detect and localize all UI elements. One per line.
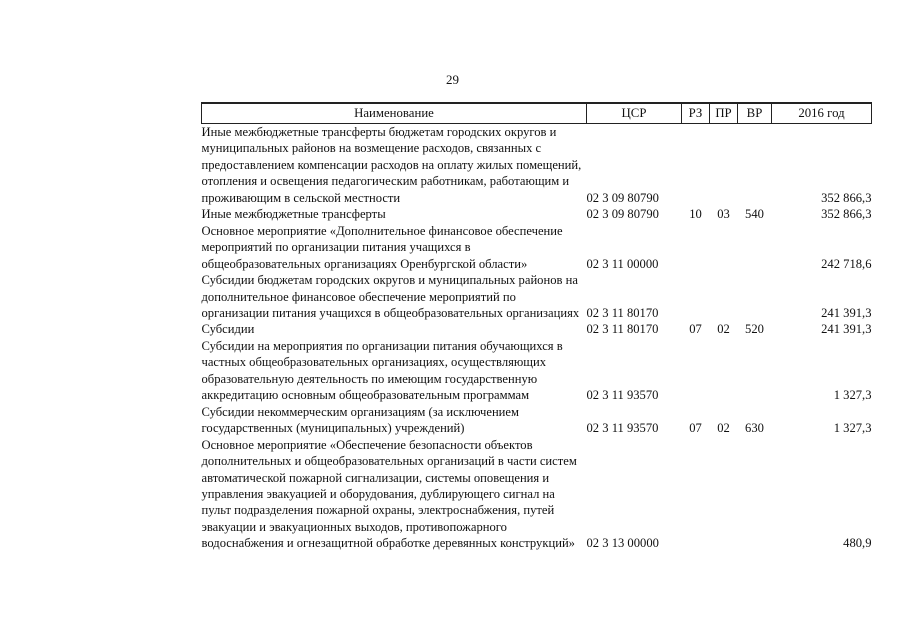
row-amount: 352 866,3 (821, 190, 872, 205)
row-amount: 1 327,3 (833, 421, 872, 436)
row-amount: 1 327,3 (833, 388, 872, 403)
row-name: Основное мероприятие «Обеспечение безопасности объектов дополнительных и общеобразовательных организаций в части систем автоматической пожарной сигнализации, системы оповещения и управления эвакуацией и оборудования, дублирующего сигнал на пульт подразделения пожарной охраны, электроснабжения, путей эвакуации и эвакуационных выходов, противопожарного водоснабжения и огнезащитной обработке деревянных конструкций» (201, 437, 577, 551)
row-csr: 02 3 11 93570 (586, 421, 659, 436)
row-vr (738, 272, 772, 321)
row-amount: 241 391,3 (821, 322, 872, 337)
table-row (202, 321, 872, 337)
table-row (202, 338, 872, 404)
row-csr: 02 3 09 80790 (586, 207, 659, 222)
row-vr (738, 223, 772, 272)
row-pr (710, 437, 738, 552)
row-csr: 02 3 11 80170 (586, 305, 659, 320)
row-name: Субсидии (201, 322, 255, 337)
row-vr: 520 (745, 322, 764, 337)
row-amount: 242 718,6 (821, 256, 872, 271)
row-pr: 02 (717, 322, 730, 337)
row-vr: 630 (745, 421, 764, 436)
row-name: Субсидии некоммерческим организациям (за исключением государственных (муниципальных) учреждений) (201, 404, 519, 436)
header-csr: ЦСР (587, 103, 682, 124)
row-vr: 540 (745, 207, 764, 222)
header-year: 2016 год (772, 103, 872, 124)
table-row (202, 206, 872, 222)
row-pr: 03 (717, 207, 730, 222)
table-row (202, 223, 872, 272)
row-amount: 480,9 (843, 536, 872, 551)
row-csr: 02 3 11 93570 (586, 388, 659, 403)
page-number: 29 (446, 72, 459, 87)
row-vr (738, 124, 772, 207)
header-pr: ПР (710, 103, 738, 124)
row-rz: 07 (689, 322, 702, 337)
row-rz (682, 437, 710, 552)
header-name: Наименование (202, 103, 587, 124)
row-rz: 07 (689, 421, 702, 436)
row-pr (710, 272, 738, 321)
header-vr: ВР (738, 103, 772, 124)
row-vr (738, 437, 772, 552)
table-row (202, 437, 872, 552)
row-name: Иные межбюджетные трансферты бюджетам городских округов и муниципальных районов на возмещение расходов, связанных с предоставлением компенсации расходов на оплату жилых помещений, отопления и освещения педагогическим работникам, работающим и проживающим в сельской местности (201, 125, 582, 205)
row-csr: 02 3 13 00000 (586, 536, 659, 551)
row-name: Субсидии бюджетам городских округов и муниципальных районов на дополнительное финансовое обеспечение мероприятий по организации питания учащихся в общеобразовательных организациях (201, 273, 580, 320)
row-rz (682, 124, 710, 207)
header-rz: РЗ (682, 103, 710, 124)
row-amount: 352 866,3 (821, 207, 872, 222)
row-name: Основное мероприятие «Дополнительное финансовое обеспечение мероприятий по организации питания учащихся в общеобразовательных организациях Оренбургской области» (201, 223, 563, 271)
row-pr (710, 338, 738, 404)
row-csr: 02 3 11 80170 (586, 322, 659, 337)
table-row (202, 124, 872, 207)
row-rz (682, 338, 710, 404)
table-header-row (202, 103, 872, 124)
row-rz (682, 272, 710, 321)
row-name: Иные межбюджетные трансферты (201, 207, 386, 222)
row-amount: 241 391,3 (821, 305, 872, 320)
row-csr: 02 3 09 80790 (586, 190, 659, 205)
row-vr (738, 338, 772, 404)
row-name: Субсидии на мероприятия по организации питания обучающихся в частных общеобразовательных организациях, осуществляющих образовательную деятельность по имеющим государственную аккредитацию основным общеобразовательным программам (201, 338, 563, 403)
table-row (202, 404, 872, 437)
budget-table (201, 102, 872, 552)
table-row (202, 272, 872, 321)
row-pr (710, 223, 738, 272)
row-rz (682, 223, 710, 272)
row-pr (710, 124, 738, 207)
row-csr: 02 3 11 00000 (586, 256, 659, 271)
row-rz: 10 (689, 207, 702, 222)
row-pr: 02 (717, 421, 730, 436)
